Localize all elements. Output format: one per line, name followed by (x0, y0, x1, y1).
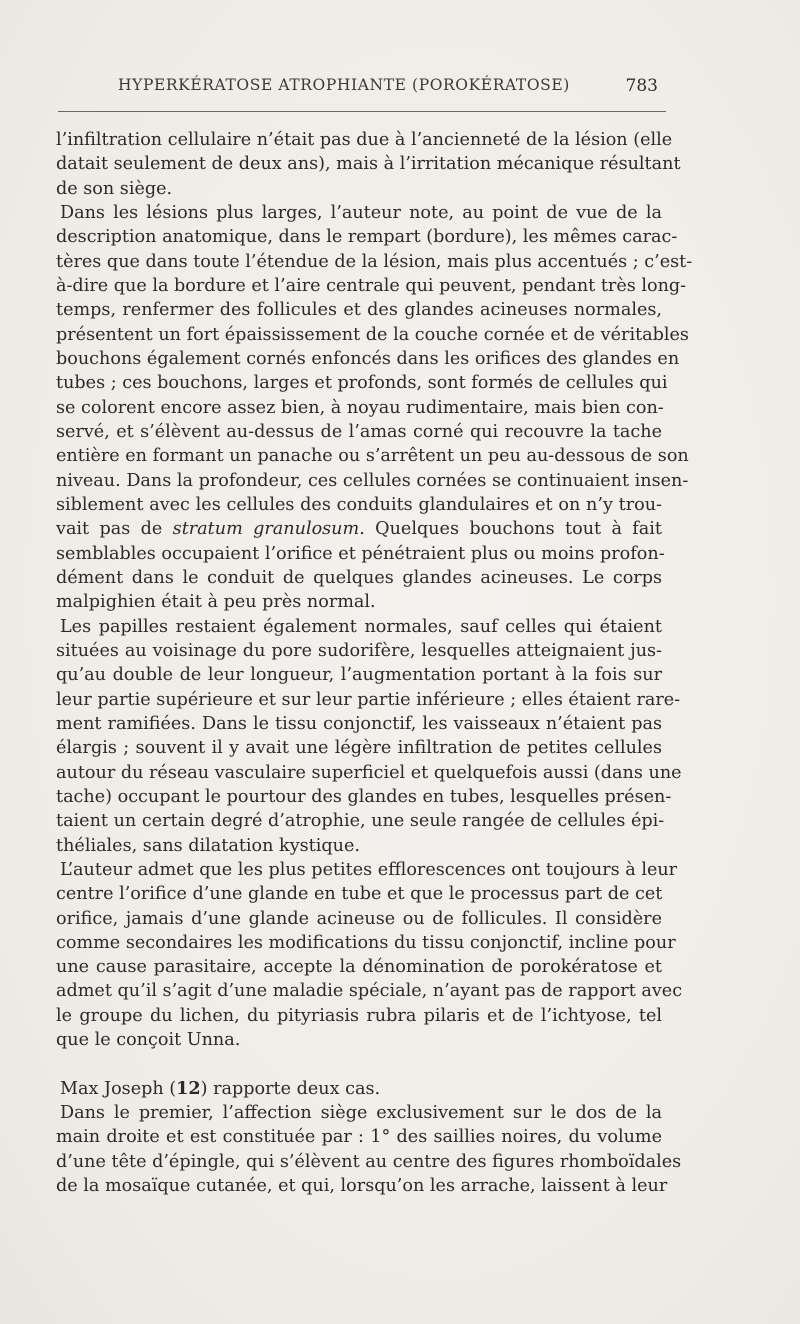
text-line: autour du réseau vasculaire superficiel et quelquefois aussi (dans une (56, 762, 682, 783)
text-line: temps, renfermer des follicules et des glandes acineuses normales, (56, 300, 662, 321)
text-line: situées au voisinage du pore sudorifère, lesquelles atteignaient jus- (56, 640, 662, 661)
body-text (56, 128, 693, 1198)
text-line: servé, et s’élèvent au-dessus de l’amas corné qui recouvre la tache (56, 421, 662, 442)
text-run: vait pas de (56, 519, 173, 540)
text-line: centre l’orifice d’une glande en tube et que le processus part de cet (56, 884, 663, 905)
text-line: L’auteur admet que les plus petites efflorescences ont toujours à leur (60, 859, 678, 880)
paragraph-p4 (56, 858, 683, 1053)
text-line: semblables occupaient l’orifice et pénétraient plus ou moins profon- (56, 543, 665, 564)
paragraph-p6 (56, 1101, 682, 1198)
text-line: élargis ; souvent il y avait une légère infiltration de petites cellules (56, 738, 662, 759)
text-line: de la mosaïque cutanée, et qui, lorsqu’on les arrache, laissent à leur (56, 1176, 668, 1197)
text-line: le groupe du lichen, du pityriasis rubra pilaris et de l’ichtyose, tel (56, 1005, 662, 1026)
text-line: niveau. Dans la profondeur, ces cellules cornées se continuaient insen- (56, 470, 689, 491)
paragraph-p5 (56, 1077, 662, 1101)
text-line: comme secondaires les modifications du tissu conjonctif, incline pour (56, 932, 676, 953)
text-line: qu’au double de leur longueur, l’augmentation portant à la fois sur (56, 665, 662, 686)
page-number: 783 (625, 76, 658, 96)
text-line: l’infiltration cellulaire n’était pas due à l’ancienneté de la lésion (elle (56, 130, 673, 150)
paragraph-p3 (56, 615, 682, 858)
text-run: . Quelques bouchons tout à fait (359, 519, 662, 540)
text-line: malpighien était à peu près normal. (56, 592, 376, 613)
text-line: taient un certain degré d’atrophie, une seule rangée de cellules épi- (56, 811, 665, 832)
paragraph-gap (56, 1052, 662, 1076)
text-line: main droite et est constituée par : 1° des saillies noires, du volume (56, 1127, 662, 1148)
text-line: dément dans le conduit de quelques glandes acineuses. Le corps (56, 567, 662, 588)
text-line: de son siège. (56, 178, 173, 199)
text-line: présentent un fort épaississement de la couche cornée et de véritables (56, 324, 689, 345)
text-line: admet qu’il s’agit d’une maladie spéciale, n’ayant pas de rapport avec (56, 981, 683, 1002)
text-line: d’une tête d’épingle, qui s’élèvent au centre des figures rhomboïdales (56, 1151, 682, 1172)
text-line: Dans le premier, l’affection siège exclusivement sur le dos de la (60, 1103, 662, 1124)
text-run: ) rapporte deux cas. (200, 1078, 381, 1099)
text-line: leur partie supérieure et sur leur partie inférieure ; elles étaient rare- (56, 689, 681, 710)
text-line: siblement avec les cellules des conduits glandulaires et on n’y trou- (56, 494, 662, 515)
text-line: description anatomique, dans le rempart (bordure), les mêmes carac- (56, 227, 678, 248)
text-line: tubes ; ces bouchons, larges et profonds, sont formés de cellules qui (56, 373, 668, 394)
text-line: ment ramifiées. Dans le tissu conjonctif, les vaisseaux n’étaient pas (56, 713, 662, 734)
text-line: Les papilles restaient également normales, sauf celles qui étaient (60, 616, 662, 637)
text-line: bouchons également cornés enfoncés dans les orifices des glandes en (56, 348, 680, 369)
text-line: orifice, jamais d’une glande acineuse ou de follicules. Il considère (56, 908, 662, 929)
running-head (118, 76, 658, 102)
running-title: HYPERKÉRATOSE ATROPHIANTE (POROKÉRATOSE) (118, 76, 570, 94)
header-rule (58, 111, 666, 112)
text-line (56, 1077, 662, 1101)
text-run: Max Joseph ( (60, 1078, 177, 1099)
italic-term: stratum granulosum (172, 519, 360, 540)
text-line: tache) occupant le pourtour des glandes en tubes, lesquelles présen- (56, 786, 672, 807)
text-line: Dans les lésions plus larges, l’auteur note, au point de vue de la (60, 202, 662, 223)
text-line (56, 517, 662, 541)
text-line: théliales, sans dilatation kystique. (56, 835, 360, 856)
paragraph-p2 (56, 201, 693, 615)
reference-number: 12 (176, 1077, 201, 1099)
text-line: datait seulement de deux ans), mais à l’irritation mécanique résultant (56, 154, 681, 175)
text-line: entière en formant un panache ou s’arrêtent un peu au-dessous de son (56, 446, 689, 467)
text-line: une cause parasitaire, accepte la dénomination de porokératose et (56, 957, 662, 978)
text-line: se colorent encore assez bien, à noyau rudimentaire, mais bien con- (56, 397, 664, 418)
paragraph-p1 (56, 128, 681, 201)
text-line: tères que dans toute l’étendue de la lésion, mais plus accentués ; c’est- (56, 251, 693, 272)
text-line: que le conçoit Unna. (56, 1030, 241, 1051)
text-line: à-dire que la bordure et l’aire centrale qui peuvent, pendant très long- (56, 275, 687, 296)
